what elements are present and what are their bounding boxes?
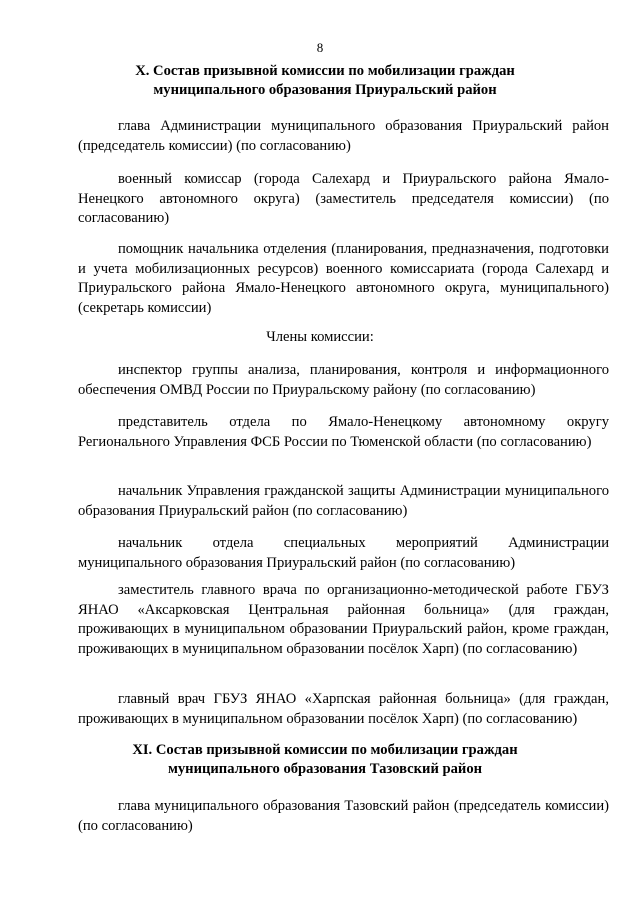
section-x-title-line1: X. Состав призывной комиссии по мобилизации граждан (135, 63, 515, 79)
section-x-title-line2: муниципального образования Приуральский район (153, 82, 497, 98)
member-paragraph: инспектор группы анализа, планирования, контроля и информационного обеспечения ОМВД России по Приуральскому району (по согласованию) (78, 362, 609, 398)
page-number: 8 (316, 40, 324, 55)
member-paragraph: заместитель главного врача по организационно-методической работе ГБУЗ ЯНАО «Аксарковская Центральная районная больница» (для граждан, проживающих в муниципальном образовании Приуральский район, кроме граждан, проживающих в муниципальном образовании посёлок Харп) (по согласованию) (78, 582, 609, 657)
member-paragraph: начальник отдела специальных мероприятий Администрации муниципального образования Приуральский район (по согласованию) (78, 535, 609, 571)
section-xi-title (60, 741, 590, 779)
members-label: Члены комиссии: (266, 329, 374, 345)
chairman-paragraph: глава Администрации муниципального образования Приуральский район (председатель комиссии) (по согласованию) (78, 118, 609, 154)
secretary-paragraph: помощник начальника отделения (планирования, предназначения, подготовки и учета мобилизационных ресурсов) военного комиссариата (города Салехард и Приуральского района Ямало-Ненецкого автономного округа, муниципального) (секретарь комиссии) (78, 241, 609, 316)
deputy-chairman-paragraph: военный комиссар (города Салехард и Приуральского района Ямало-Ненецкого автономного округа) (заместитель председателя комиссии) (по согласованию) (78, 171, 609, 226)
member-paragraph: представитель отдела по Ямало-Ненецкому автономному округу Регионального Управления ФСБ России по Тюменской области (по согласованию) (78, 414, 609, 450)
section-xi-chairman-paragraph: глава муниципального образования Тазовский район (председатель комиссии) (по согласованию) (78, 798, 609, 834)
section-xi-title-line1: XI. Состав призывной комиссии по мобилизации граждан (132, 742, 518, 758)
member-paragraph: начальник Управления гражданской защиты Администрации муниципального образования Приуральский район (по согласованию) (78, 483, 609, 519)
section-x-title (60, 62, 590, 100)
section-xi-title-line2: муниципального образования Тазовский район (167, 761, 483, 777)
member-paragraph: главный врач ГБУЗ ЯНАО «Харпская районная больница» (для граждан, проживающих в муниципальном образовании посёлок Харп) (по согласованию) (78, 691, 609, 727)
